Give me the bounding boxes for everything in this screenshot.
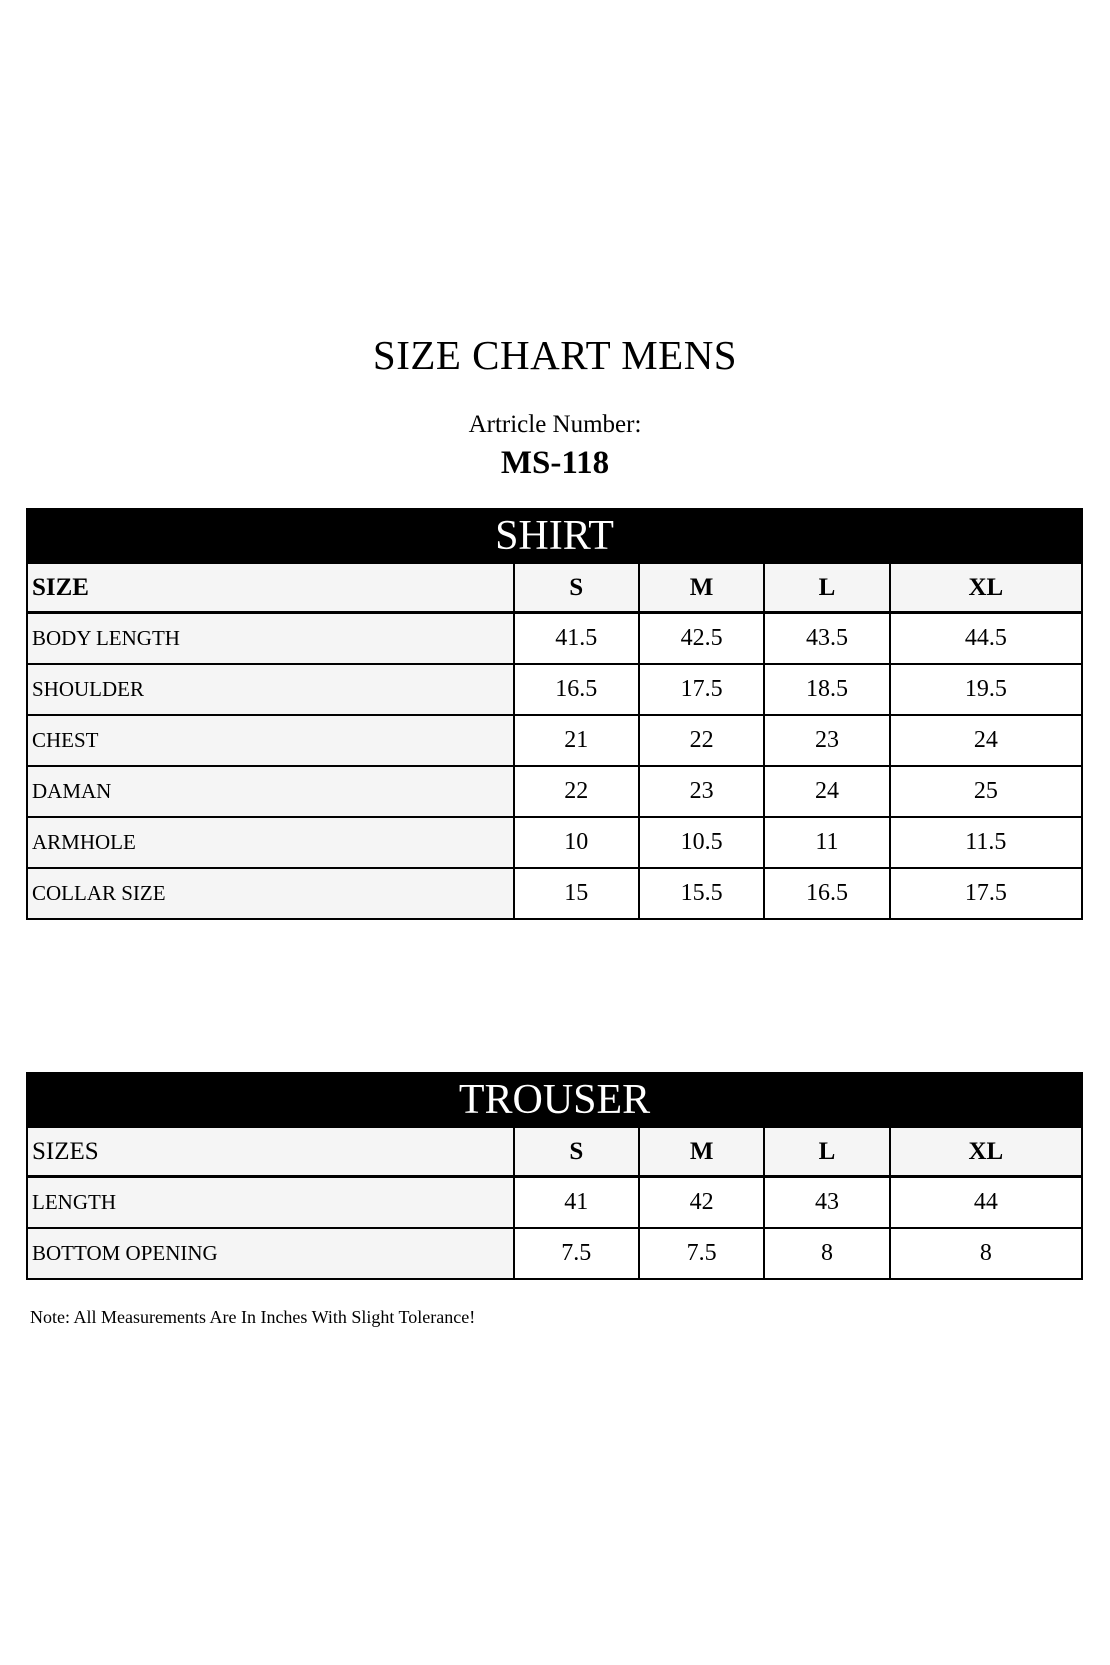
shirt-heading: SHIRT [27, 509, 1082, 563]
shirt-header-label: SIZE [27, 563, 514, 613]
row-label: SHOULDER [27, 664, 514, 715]
cell-value: 44 [890, 1177, 1082, 1229]
cell-value: 41 [514, 1177, 639, 1229]
trouser-size-xl: XL [890, 1127, 1082, 1177]
cell-value: 23 [639, 766, 764, 817]
shirt-size-table [26, 508, 1083, 920]
table-row [27, 1177, 1082, 1229]
cell-value: 17.5 [890, 868, 1082, 919]
cell-value: 17.5 [639, 664, 764, 715]
measurement-note: Note: All Measurements Are In Inches With Slight Tolerance! [30, 1307, 476, 1327]
cell-value: 19.5 [890, 664, 1082, 715]
shirt-header-row [27, 563, 1082, 613]
trouser-size-m: M [639, 1127, 764, 1177]
cell-value: 16.5 [514, 664, 639, 715]
article-number-label: Artricle Number: [468, 411, 642, 438]
cell-value: 24 [764, 766, 889, 817]
article-number-value: MS-118 [500, 445, 610, 481]
row-label: COLLAR SIZE [27, 868, 514, 919]
row-label: ARMHOLE [27, 817, 514, 868]
table-row [27, 1228, 1082, 1279]
cell-value: 7.5 [514, 1228, 639, 1279]
cell-value: 43.5 [764, 613, 889, 665]
trouser-heading: TROUSER [27, 1073, 1082, 1127]
cell-value: 23 [764, 715, 889, 766]
row-label: BODY LENGTH [27, 613, 514, 665]
trouser-header-row [27, 1127, 1082, 1177]
row-label: CHEST [27, 715, 514, 766]
table-row [27, 817, 1082, 868]
row-label: LENGTH [27, 1177, 514, 1229]
table-row [27, 664, 1082, 715]
trouser-size-s: S [514, 1127, 639, 1177]
cell-value: 15 [514, 868, 639, 919]
shirt-size-m: M [639, 563, 764, 613]
trouser-size-table [26, 1072, 1083, 1280]
shirt-size-s: S [514, 563, 639, 613]
trouser-header-label: SIZES [27, 1127, 514, 1177]
cell-value: 42 [639, 1177, 764, 1229]
table-row [27, 613, 1082, 665]
row-label: DAMAN [27, 766, 514, 817]
cell-value: 22 [639, 715, 764, 766]
cell-value: 10 [514, 817, 639, 868]
cell-value: 18.5 [764, 664, 889, 715]
cell-value: 10.5 [639, 817, 764, 868]
table-row [27, 766, 1082, 817]
cell-value: 15.5 [639, 868, 764, 919]
cell-value: 44.5 [890, 613, 1082, 665]
cell-value: 22 [514, 766, 639, 817]
cell-value: 11 [764, 817, 889, 868]
cell-value: 42.5 [639, 613, 764, 665]
cell-value: 8 [764, 1228, 889, 1279]
cell-value: 21 [514, 715, 639, 766]
table-row [27, 868, 1082, 919]
cell-value: 16.5 [764, 868, 889, 919]
cell-value: 7.5 [639, 1228, 764, 1279]
trouser-size-l: L [764, 1127, 889, 1177]
table-row [27, 715, 1082, 766]
shirt-size-xl: XL [890, 563, 1082, 613]
cell-value: 11.5 [890, 817, 1082, 868]
cell-value: 43 [764, 1177, 889, 1229]
shirt-size-l: L [764, 563, 889, 613]
page-title: SIZE CHART MENS [372, 332, 738, 378]
cell-value: 41.5 [514, 613, 639, 665]
cell-value: 24 [890, 715, 1082, 766]
row-label: BOTTOM OPENING [27, 1228, 514, 1279]
cell-value: 8 [890, 1228, 1082, 1279]
cell-value: 25 [890, 766, 1082, 817]
